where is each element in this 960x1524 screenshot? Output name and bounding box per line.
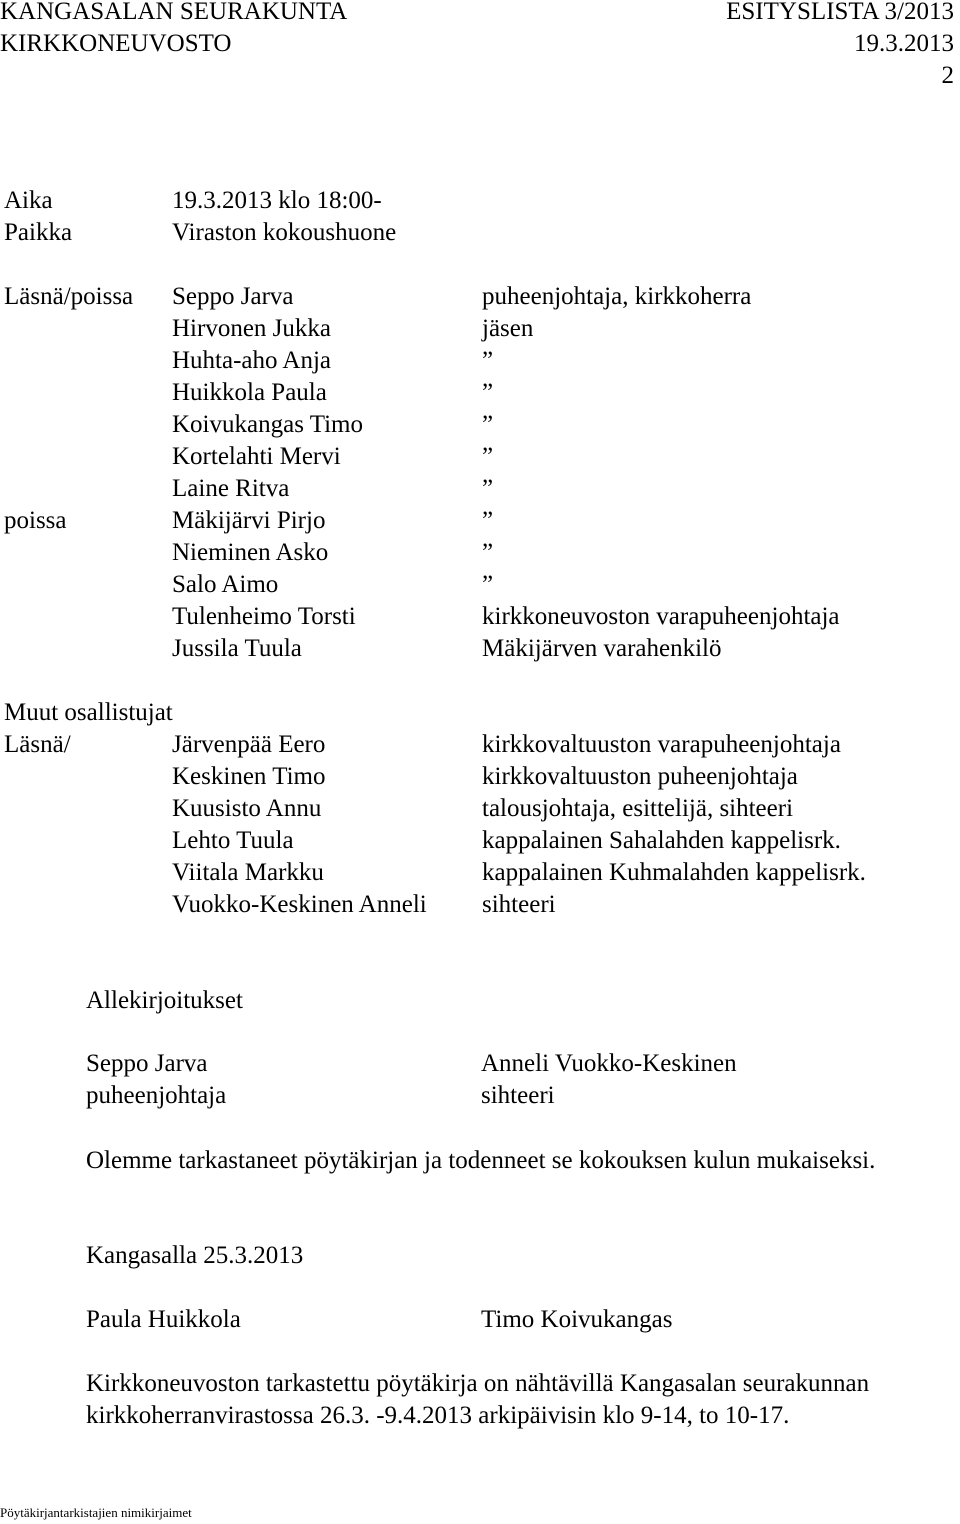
availability-notice: Kirkkoneuvoston tarkastettu pöytäkirja on nähtävillä Kangasalan seurakunnan kirkkoherranvirastossa 26.3. -9.4.2013 arkipäivisin klo 9-14, to 10-17. [86, 1370, 870, 1429]
participant-row [0, 889, 960, 921]
member-role: ” [482, 379, 494, 406]
signer-name-row [0, 1048, 960, 1080]
absence-label: poissa [4, 507, 67, 534]
member-name: Huikkola Paula [172, 379, 327, 406]
member-row [0, 601, 960, 633]
secretary-signer-name: Anneli Vuokko-Keskinen [481, 1050, 737, 1077]
other-participants-heading: Muut osallistujat [4, 699, 173, 726]
member-name: Mäkijärvi Pirjo [172, 507, 326, 534]
member-role: ” [482, 411, 494, 438]
member-role: ” [482, 475, 494, 502]
meeting-place-row [0, 217, 960, 249]
member-role: ” [482, 347, 494, 374]
review-statement: Olemme tarkastaneet pöytäkirjan ja todenneet se kokouksen kulun mukaiseksi. [86, 1147, 876, 1174]
member-name: Koivukangas Timo [172, 411, 364, 438]
place-value: Viraston kokoushuone [172, 219, 397, 246]
secretary-signer-title: sihteeri [481, 1082, 555, 1109]
member-row [0, 377, 960, 409]
participant-name: Viitala Markku [172, 859, 324, 886]
member-name: Hirvonen Jukka [172, 315, 331, 342]
participant-role: kirkkovaltuuston varapuheenjohtaja [482, 731, 841, 758]
member-row [0, 537, 960, 569]
member-name: Huhta-aho Anja [172, 347, 331, 374]
participant-role: sihteeri [482, 891, 556, 918]
meeting-date: 19.3.2013 [854, 30, 954, 57]
participant-name: Keskinen Timo [172, 763, 326, 790]
page-footer: Pöytäkirjantarkistajien nimikirjaimet [0, 1505, 192, 1520]
participant-row [0, 761, 960, 793]
participant-name: Vuokko-Keskinen Anneli [172, 891, 427, 918]
member-role: jäsen [482, 315, 534, 342]
participant-role: talousjohtaja, esittelijä, sihteeri [482, 795, 794, 822]
member-row [0, 505, 960, 537]
member-name: Laine Ritva [172, 475, 290, 502]
participant-name: Järvenpää Eero [172, 731, 326, 758]
page-number: 2 [941, 62, 954, 89]
participant-row [0, 729, 960, 761]
member-role: ” [482, 443, 494, 470]
reviewer-names-row [0, 1304, 960, 1336]
member-row [0, 281, 960, 313]
document-header-line-1 [0, 0, 960, 26]
participant-row [0, 857, 960, 889]
member-role: ” [482, 571, 494, 598]
member-name: Salo Aimo [172, 571, 279, 598]
organization-name: KANGASALAN SEURAKUNTA [0, 0, 348, 25]
chair-signer-name: Seppo Jarva [86, 1050, 208, 1077]
meeting-time-row [0, 185, 960, 217]
member-name: Jussila Tuula [172, 635, 302, 662]
participant-role: kappalainen Sahalahden kappelisrk. [482, 827, 841, 854]
member-name: Tulenheimo Torsti [172, 603, 356, 630]
place-label: Paikka [4, 219, 73, 246]
member-name: Seppo Jarva [172, 283, 294, 310]
review-place-date-row [0, 1240, 960, 1272]
member-row [0, 409, 960, 441]
member-role: puheenjohtaja, kirkkoherra [482, 283, 752, 310]
chair-signer-title: puheenjohtaja [86, 1082, 227, 1109]
signatures-heading: Allekirjoitukset [86, 987, 243, 1014]
document-header-line-3 [0, 60, 960, 90]
member-row [0, 345, 960, 377]
member-row [0, 473, 960, 505]
time-value: 19.3.2013 klo 18:00- [172, 187, 382, 214]
reviewer-name-2: Timo Koivukangas [481, 1306, 673, 1333]
participant-role: kirkkovaltuuston puheenjohtaja [482, 763, 798, 790]
governing-body: KIRKKONEUVOSTO [0, 30, 232, 57]
review-place-date: Kangasalla 25.3.2013 [86, 1242, 304, 1269]
participant-row [0, 793, 960, 825]
member-name: Kortelahti Mervi [172, 443, 341, 470]
member-row [0, 313, 960, 345]
signer-title-row [0, 1080, 960, 1112]
member-role: Mäkijärven varahenkilö [482, 635, 722, 662]
time-label: Aika [4, 187, 53, 214]
attendance-label: Läsnä/poissa [4, 283, 134, 310]
member-role: kirkkoneuvoston varapuheenjohtaja [482, 603, 840, 630]
member-name: Nieminen Asko [172, 539, 329, 566]
member-row [0, 633, 960, 665]
reviewer-name-1: Paula Huikkola [86, 1306, 241, 1333]
document-id: ESITYSLISTA 3/2013 [726, 0, 954, 25]
member-role: ” [482, 539, 494, 566]
member-row [0, 569, 960, 601]
participant-name: Lehto Tuula [172, 827, 294, 854]
signatures-heading-row [0, 985, 960, 1017]
section-heading-row [0, 697, 960, 729]
participant-name: Kuusisto Annu [172, 795, 322, 822]
member-row [0, 441, 960, 473]
document-header-line-2 [0, 28, 960, 58]
participant-row [0, 825, 960, 857]
member-role: ” [482, 507, 494, 534]
participant-role: kappalainen Kuhmalahden kappelisrk. [482, 859, 866, 886]
attendance-label: Läsnä/ [4, 731, 71, 758]
